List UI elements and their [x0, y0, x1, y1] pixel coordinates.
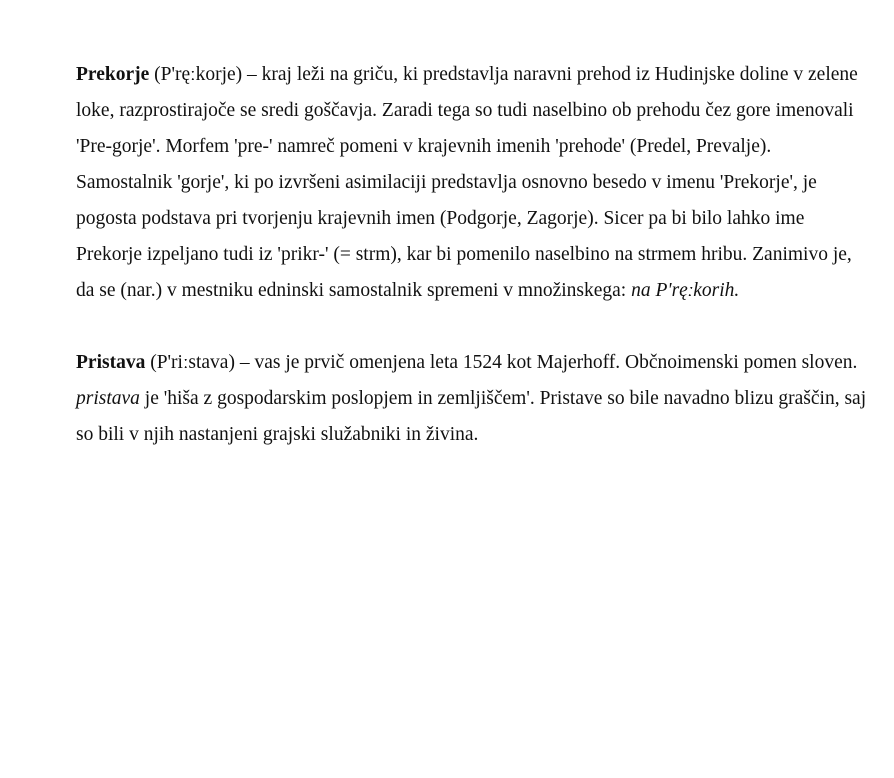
entry-prekorje: [76, 57, 868, 309]
italic-term: pristava: [76, 388, 140, 409]
entry-text: – vas je prvič omenjena leta 1524 kot Majerhoff. Občnoimenski pomen sloven.: [234, 352, 858, 373]
entry-text-continued: je 'hiša z gospodarskim poslopjem in zemljiščem'. Pristave so bile navadno blizu graščin, saj so bili v njih nastanjeni grajski služabniki in živina.: [76, 388, 867, 445]
headword: Prekorje: [76, 64, 150, 85]
entry-pristava: [76, 345, 868, 453]
pronunciation: (P'ręːkorje): [149, 64, 243, 85]
italic-phrase: na P'ręːkorih.: [631, 280, 740, 301]
pronunciation: (P'riːstava): [145, 352, 235, 373]
entry-text: – kraj leži na griču, ki predstavlja naravni prehod iz Hudinjske doline v zelene loke, razprostirajoče se sredi goščavja. Zaradi tega so tudi naselbino ob prehodu čez gore imenovali 'Pre-gorje'. Morfem 'pre-' namreč pomeni v krajevnih imenih 'prehode' (Predel, Prevalje). Samostalnik 'gorje', ki po izvršeni asimilaciji predstavlja osnovno besedo v imenu 'Prekorje', je pogosta podstava pri tvorjenju krajevnih imen (Podgorje, Zagorje). Sicer pa bi bilo lahko ime Prekorje izpeljano tudi iz 'prikr-' (= strm), kar bi pomenilo naselbino na strmem hribu. Zanimivo je, da se (nar.) v mestniku edninski samostalnik spremeni v množinskega:: [76, 64, 858, 301]
headword: Pristava: [76, 352, 146, 373]
document-page: [76, 57, 868, 453]
